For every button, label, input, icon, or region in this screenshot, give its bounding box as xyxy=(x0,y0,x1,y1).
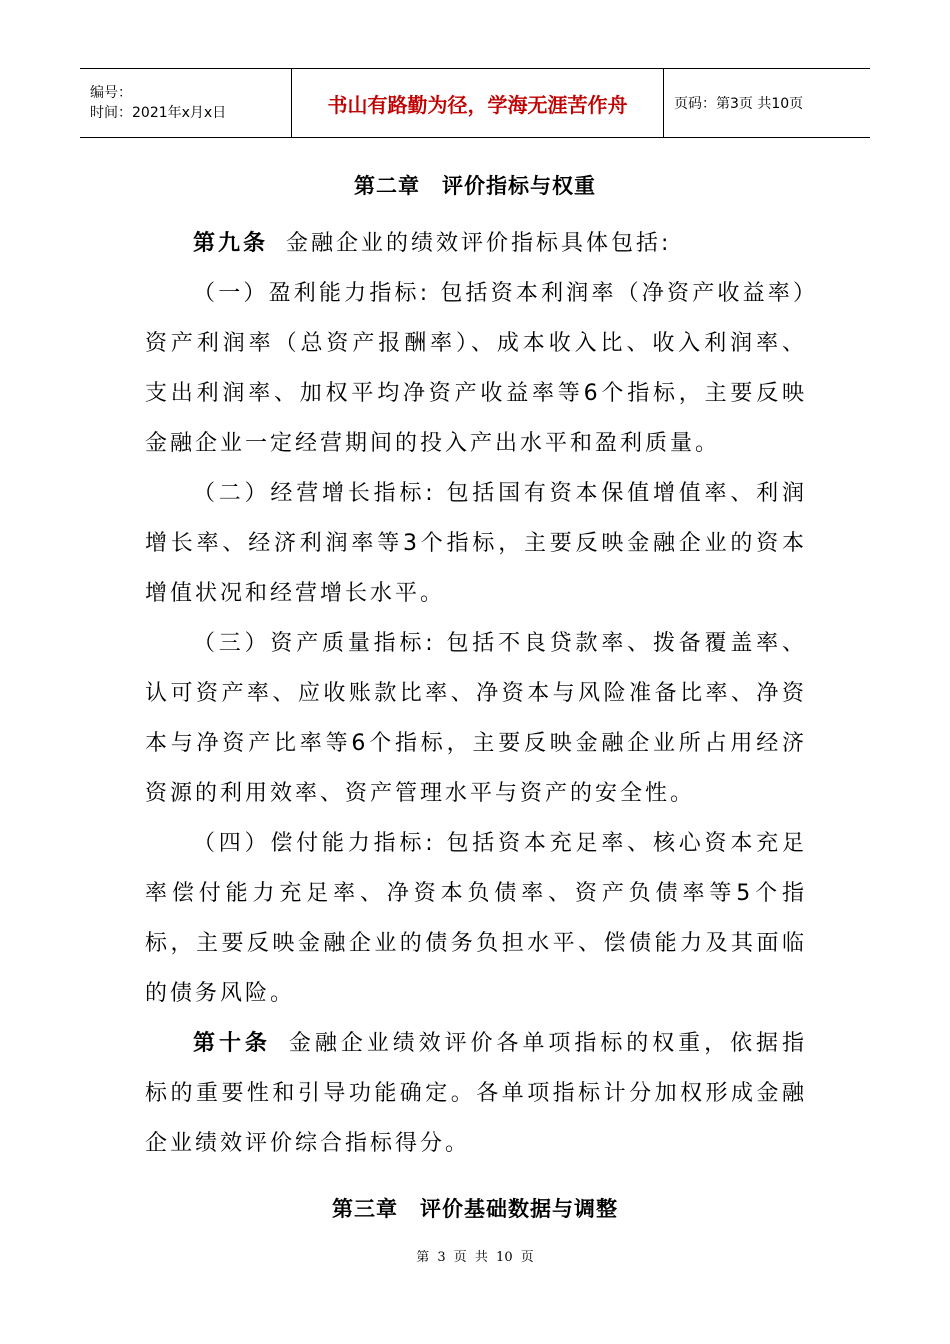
article-9-number: 第九条 xyxy=(193,231,269,256)
article-9-item-3: （三）资产质量指标: 包括不良贷款率、拨备覆盖率、认可资产率、应收账款比率、净资本与风险准备比率、净资本与净资产比率等6个指标，主要反映金融企业所占用经济资源的利用效率、资产管理水平与资产的安全性。 xyxy=(145,631,807,806)
header-page-label: 页码：第3页 共10页 xyxy=(674,96,804,112)
chapter-2-title: 第二章 评价指标与权重 xyxy=(354,174,596,198)
doc-time-label: 时间：2021年x月x日 xyxy=(90,105,227,121)
doc-number-label: 编号： xyxy=(90,85,132,101)
document-header xyxy=(80,68,870,138)
article-9-item-2: （二）经营增长指标: 包括国有资本保值增值率、利润增长率、经济利润率等3个指标，主要反映金融企业的资本增值状况和经营增长水平。 xyxy=(145,481,807,606)
article-10 xyxy=(145,1019,807,1169)
article-10-number: 第十条 xyxy=(193,1031,271,1056)
article-9-item-4: （四）偿付能力指标: 包括资本充足率、核心资本充足率偿付能力充足率、净资本负债率、资产负债率等5个指标，主要反映金融企业的债务负担水平、偿债能力及其面临的债务风险。 xyxy=(145,831,807,1006)
header-motto: 书山有路勤为径，学海无涯苦作舟 xyxy=(292,69,664,137)
article-10-text: 金融企业绩效评价各单项指标的权重，依据指标的重要性和引导功能确定。各单项指标计分加权形成金融企业绩效评价综合指标得分。 xyxy=(145,1031,807,1156)
article-9-item-1: （一）盈利能力指标: 包括资本利润率（净资产收益率）资产利润率（总资产报酬率）、成本收入比、收入利润率、支出利润率、加权平均净资产收益率等6个指标，主要反映金融企业一定经营期间的投入产出水平和盈利质量。 xyxy=(145,281,807,456)
header-meta xyxy=(80,69,292,137)
document-body xyxy=(145,219,807,1169)
article-9 xyxy=(145,219,807,269)
chapter-3-title: 第三章 评价基础数据与调整 xyxy=(332,1197,618,1221)
page-footer: 第 3 页 共 10 页 xyxy=(416,1250,534,1265)
article-9-intro: 金融企业的绩效评价指标具体包括: xyxy=(286,231,672,256)
